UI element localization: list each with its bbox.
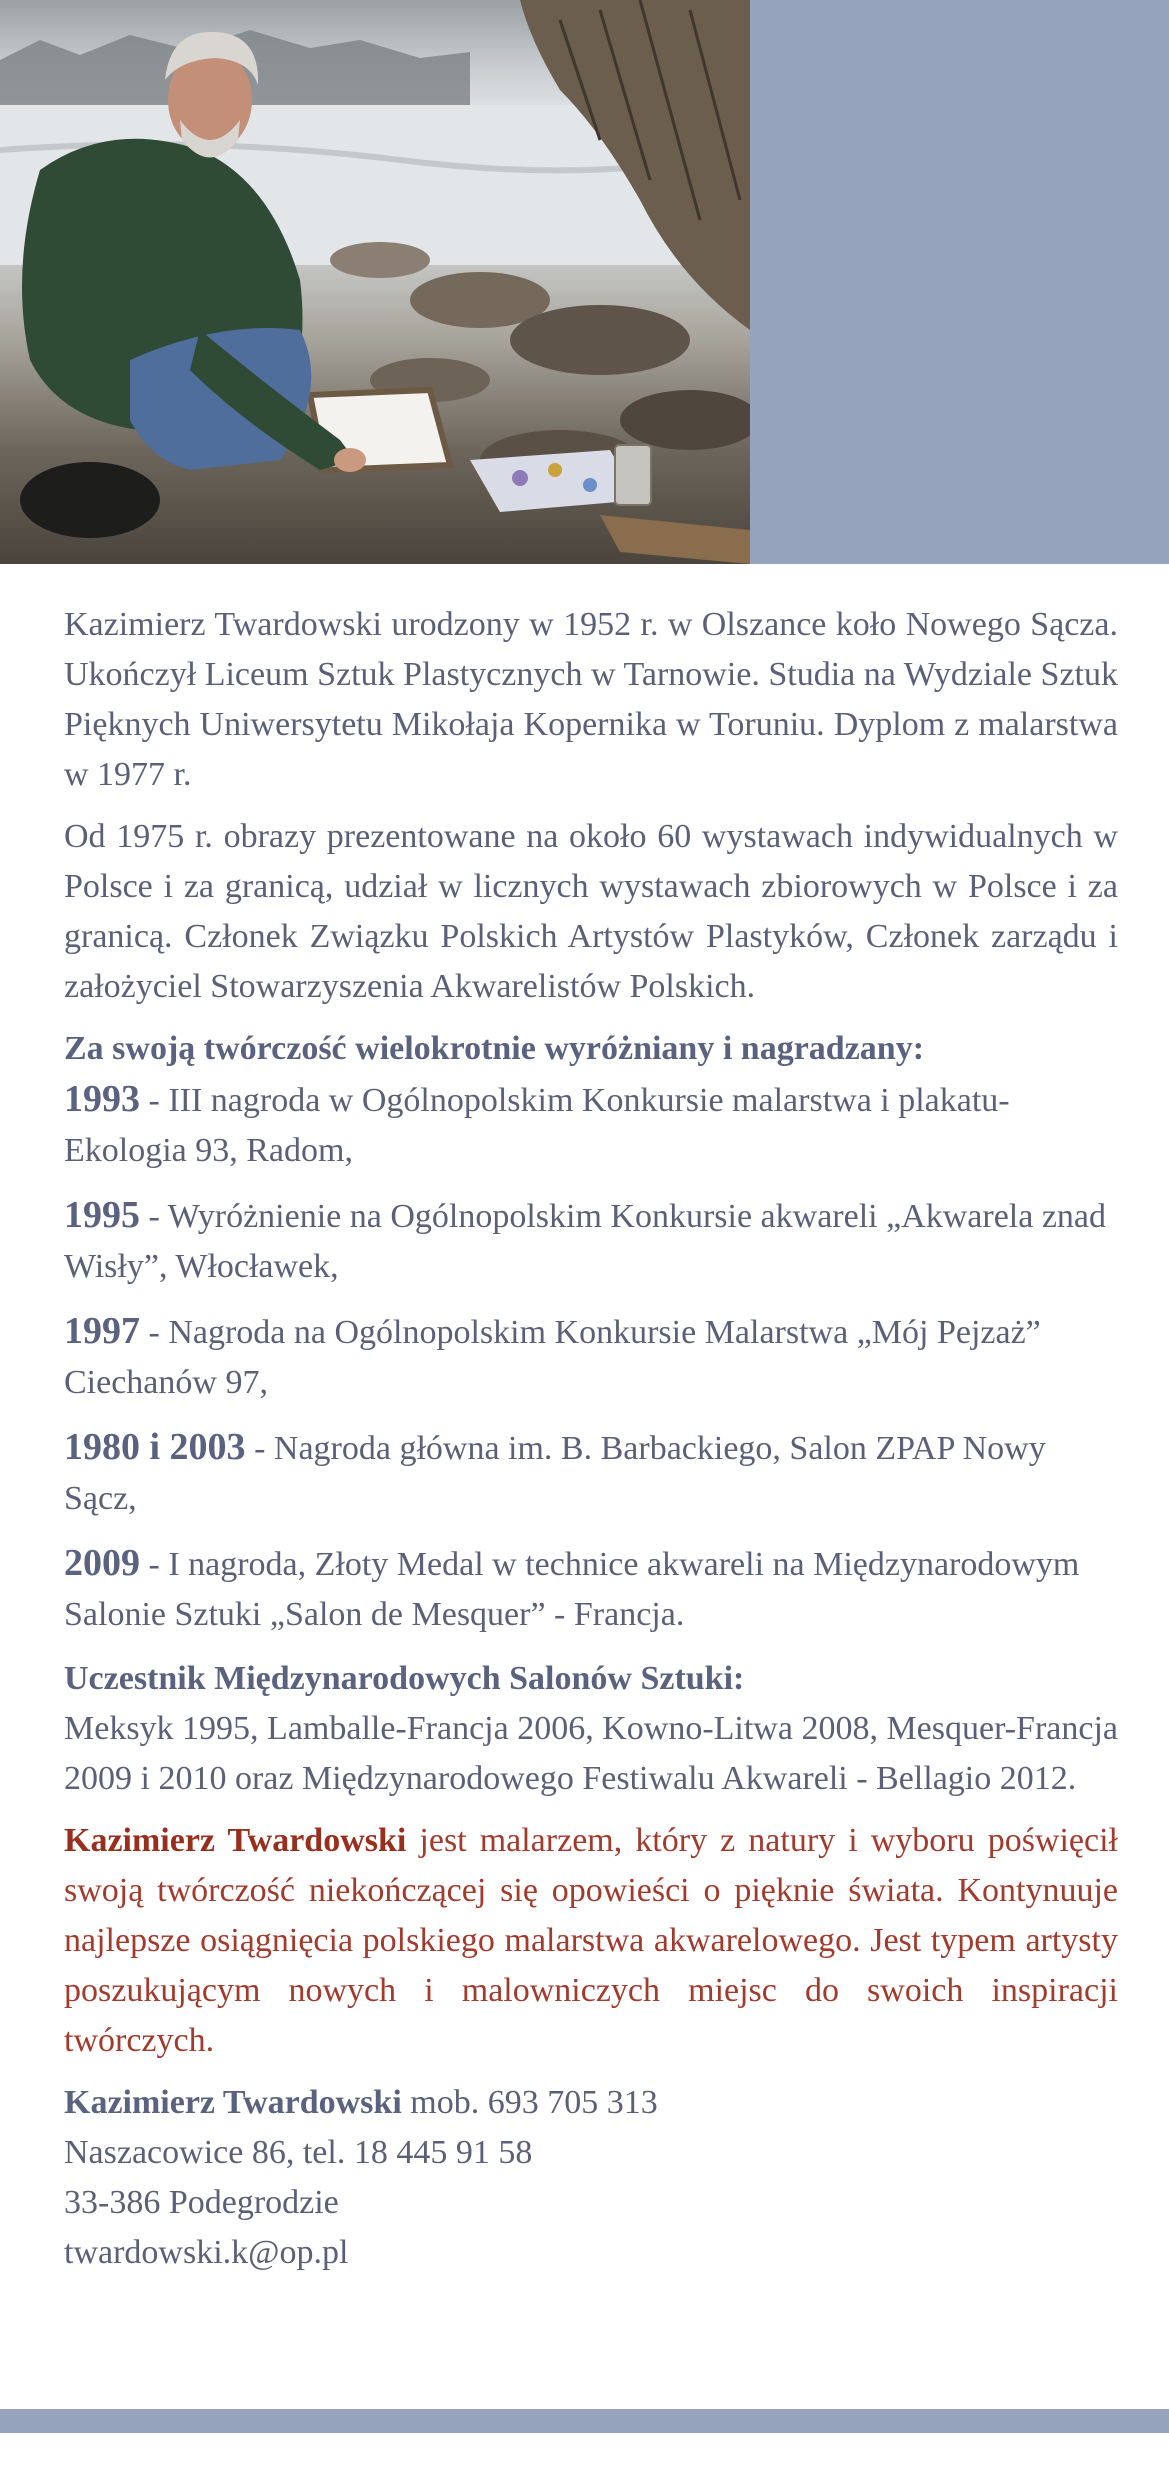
statement-text: jest malarzem, który z natury i wyboru poświęcił swoją twórczość niekończącej się opowieści o pięknie świata. Kontynuuje najlepsze osiągnięcia polskiego malarstwa akwarelowego. Jest typem artysty poszukującym nowych i malowniczych miejsc do swoich inspiracji twórczych. bbox=[64, 1822, 1118, 2059]
award-year: 1993 bbox=[64, 1078, 140, 1120]
bio-paragraph-2: Od 1975 r. obrazy prezentowane na około 60 wystawach indywidualnych w Polsce i za granicą, udział w licznych wystawach zbiorowych w Polsce i za granicą. Członek Związku Polskich Artystów Plastyków, Członek zarządu i założyciel Stowarzyszenia Akwarelistów Polskich. bbox=[64, 818, 1118, 1005]
contact-mobile: mob. 693 705 313 bbox=[401, 2084, 658, 2121]
biography-content bbox=[64, 600, 1118, 2278]
statement-artist-name: Kazimierz Twardowski bbox=[64, 1822, 407, 1859]
header-section bbox=[0, 0, 1169, 564]
award-item bbox=[64, 1074, 1118, 1176]
bio-paragraph-1: Kazimierz Twardowski urodzony w 1952 r. w Olszance koło Nowego Sącza. Ukończył Liceum Sztuk Plastycznych w Tarnowie. Studia na Wydziale Sztuk Pięknych Uniwersytetu Mikołaja Kopernika w Toruniu. Dyplom z malarstwa w 1977 r. bbox=[64, 606, 1118, 793]
award-year: 2009 bbox=[64, 1542, 140, 1584]
artist-photo-illustration bbox=[0, 0, 750, 564]
awards-heading: Za swoją twórczość wielokrotnie wyróżniany i nagradzany: bbox=[64, 1030, 925, 1067]
decorative-panel bbox=[750, 0, 1169, 564]
contact-email[interactable]: twardowski.k@op.pl bbox=[64, 2234, 349, 2271]
contact-address: Naszacowice 86, tel. 18 445 91 58 bbox=[64, 2134, 533, 2171]
salons-list: Meksyk 1995, Lamballe-Francja 2006, Kowno-Litwa 2008, Mesquer-Francja 2009 i 2010 oraz Międzynarodowego Festiwalu Akwareli - Bellagio 2012. bbox=[64, 1710, 1118, 1797]
award-year: 1980 i 2003 bbox=[64, 1426, 246, 1468]
contact-postal-code: 33-386 Podegrodzie bbox=[64, 2184, 339, 2221]
artist-statement bbox=[64, 1816, 1118, 2066]
award-text: - Nagroda na Ogólnopolskim Konkursie Malarstwa „Mój Pejzaż” Ciechanów 97, bbox=[64, 1314, 1041, 1401]
award-item bbox=[64, 1422, 1118, 1524]
award-item bbox=[64, 1190, 1118, 1292]
contact-name: Kazimierz Twardowski bbox=[64, 2084, 402, 2121]
artist-photo bbox=[0, 0, 750, 564]
contact-block bbox=[64, 2078, 1118, 2278]
award-text: - III nagroda w Ogólnopolskim Konkursie malarstwa i plakatu-Ekologia 93, Radom, bbox=[64, 1082, 1010, 1169]
award-year: 1997 bbox=[64, 1310, 140, 1352]
footer-bar bbox=[0, 2409, 1169, 2433]
award-text: - I nagroda, Złoty Medal w technice akwareli na Międzynarodowym Salonie Sztuki „Salon de Mesquer” - Francja. bbox=[64, 1546, 1080, 1633]
contact-name-line bbox=[64, 2078, 1118, 2128]
award-text: - Nagroda główna im. B. Barbackiego, Salon ZPAP Nowy Sącz, bbox=[64, 1430, 1046, 1517]
award-year: 1995 bbox=[64, 1194, 140, 1236]
salons-heading: Uczestnik Międzynarodowych Salonów Sztuki: bbox=[64, 1660, 745, 1697]
award-item bbox=[64, 1306, 1118, 1408]
award-text: - Wyróżnienie na Ogólnopolskim Konkursie akwareli „Akwarela znad Wisły”, Włocławek, bbox=[64, 1198, 1107, 1285]
award-item bbox=[64, 1538, 1118, 1640]
